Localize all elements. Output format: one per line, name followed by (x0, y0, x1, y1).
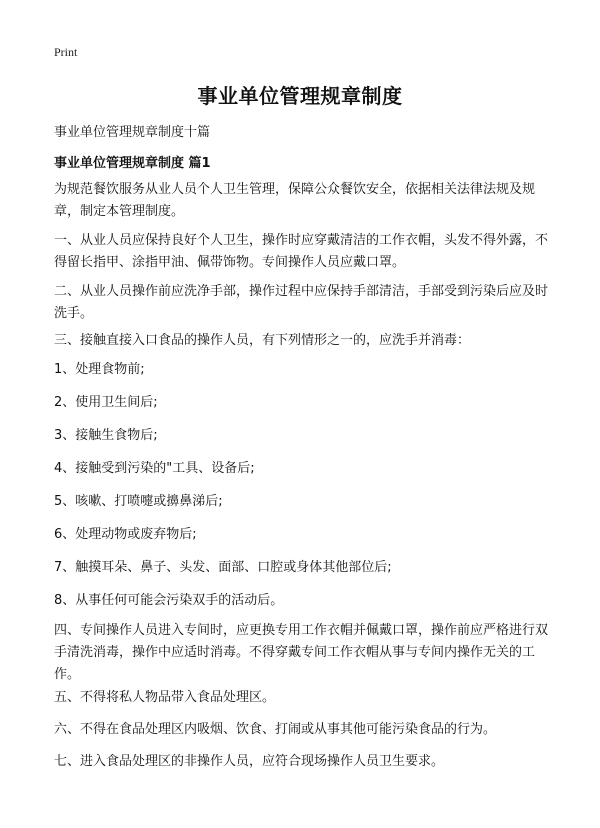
paragraph-rule-7: 七、进入食品处理区的非操作人员，应符合现场操作人员卫生要求。 (54, 754, 445, 769)
list-item: 6、处理动物或废弃物后; (54, 527, 197, 542)
paragraph-rule-4: 四、专间操作人员进入专间时，应更换专用工作衣帽并佩戴口罩，操作前应严格进行双手清洗消毒，操作中应适时消毒。不得穿戴专间工作衣帽从事与专间内操作无关的工作。 (54, 623, 549, 682)
list-item: 4、接触受到污染的"工具、设备后; (54, 461, 255, 476)
list-item: 8、从事任何可能会污染双手的活动后。 (54, 593, 284, 608)
list-item: 2、使用卫生间后; (54, 395, 158, 410)
paragraph-intro: 为规范餐饮服务从业人员个人卫生管理，保障公众餐饮安全，依据相关法律法规及规章，制定本管理制度。 (54, 182, 536, 219)
paragraph-rule-3: 三、接触直接入口食品的操作人员，有下列情形之一的，应洗手并消毒： (54, 333, 471, 348)
list-item: 5、咳嗽、打喷嚏或擤鼻涕后; (54, 494, 223, 509)
print-link[interactable]: Print (54, 45, 78, 59)
paragraph-rule-2: 二、从业人员操作前应洗净手部，操作过程中应保持手部清洁，手部受到污染后应及时洗手。 (54, 284, 549, 321)
section-heading: 事业单位管理规章制度 篇1 (54, 156, 211, 171)
paragraph-rule-5: 五、不得将私人物品带入食品处理区。 (54, 690, 276, 705)
document-title: 事业单位管理规章制度 (197, 84, 403, 108)
paragraph-rule-6: 六、不得在食品处理区内吸烟、饮食、打闹或从事其他可能污染食品的行为。 (54, 722, 497, 737)
paragraph-rule-1: 一、从业人员应保持良好个人卫生，操作时应穿戴清洁的工作衣帽，头发不得外露，不得留长指甲、涂指甲油、佩带饰物。专间操作人员应戴口罩。 (54, 233, 549, 270)
list-item: 7、触摸耳朵、鼻子、头发、面部、口腔或身体其他部位后; (54, 560, 392, 575)
list-item: 1、处理食物前; (54, 362, 145, 377)
list-item: 3、接触生食物后; (54, 428, 158, 443)
document-subtitle: 事业单位管理规章制度十篇 (54, 125, 211, 140)
